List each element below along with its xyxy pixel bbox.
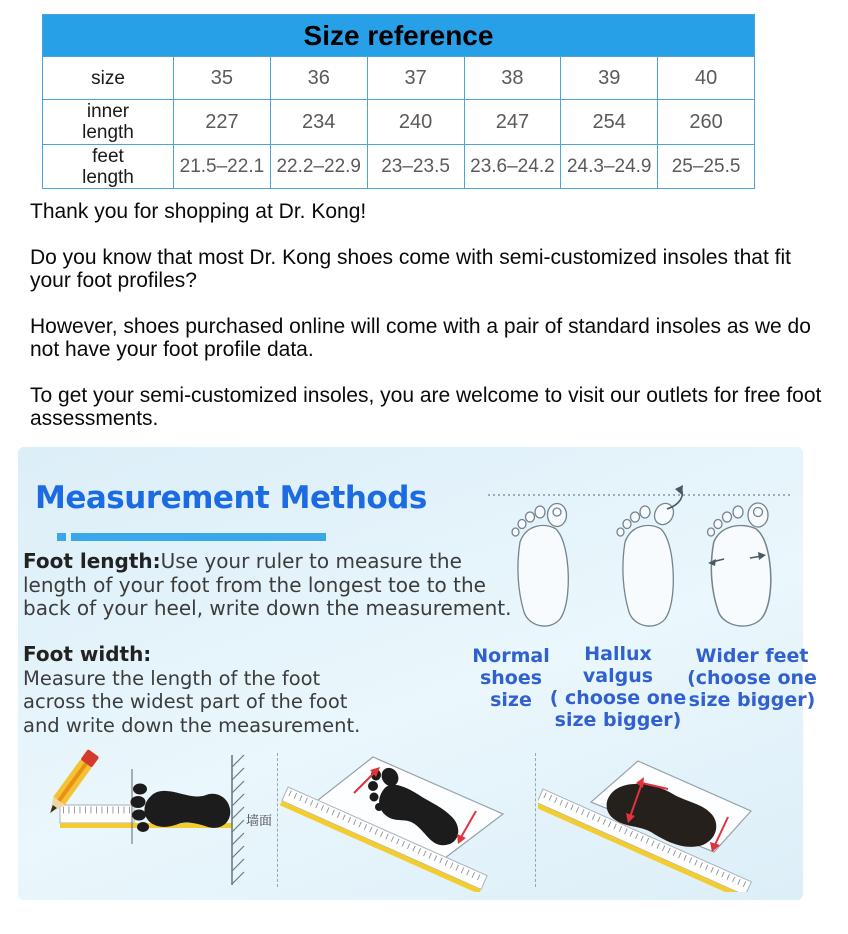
table-cell: 247 xyxy=(464,99,561,144)
label-normal-shoes-size: Normal shoes size xyxy=(472,645,550,711)
panel-title: Measurement Methods xyxy=(35,480,427,516)
paragraph-insoles-info: Do you know that most Dr. Kong shoes come with semi-customized insoles that fit your foot profiles? xyxy=(30,245,791,292)
paragraph-thanks: Thank you for shopping at Dr. Kong! xyxy=(30,200,367,223)
table-cell: 23–23.5 xyxy=(367,144,464,188)
row-label: inner xyxy=(86,101,130,122)
table-row xyxy=(43,99,754,144)
store-message xyxy=(30,200,822,453)
illustration-divider xyxy=(277,753,278,887)
row-label: size xyxy=(91,67,125,89)
label-wider-feet: Wider feet (choose one size bigger) xyxy=(687,645,817,711)
table-cell: 38 xyxy=(464,56,561,99)
row-label-cell: inner length xyxy=(43,99,173,144)
table-row xyxy=(43,56,754,99)
measurement-panel xyxy=(18,447,817,900)
table-cell: 37 xyxy=(367,56,464,99)
label-hallux-valgus: Hallux valgus ( choose one size bigger) xyxy=(549,643,687,731)
wide-foot-icon xyxy=(708,503,771,626)
table-cell: 254 xyxy=(560,99,657,144)
paragraph-online-note: However, shoes purchased online will come with a pair of standard insoles as we do not have your foot profile data. xyxy=(30,314,811,361)
normal-foot-icon xyxy=(512,504,568,627)
paper-length-measure-illustration xyxy=(280,747,533,892)
foot-length-instructions: Foot length:Use your ruler to measure the length of your foot from the longest toe to the back of your heel, write down the measurement. xyxy=(23,549,512,620)
table-cell: 227 xyxy=(173,99,270,144)
table-cell: 21.5–22.1 xyxy=(173,144,270,188)
table-cell: 25–25.5 xyxy=(657,144,754,188)
table-cell: 240 xyxy=(367,99,464,144)
paragraph-outlets-invite: To get your semi-customized insoles, you are welcome to visit our outlets for free foot assessments. xyxy=(30,383,822,430)
table-cell: 40 xyxy=(657,56,754,99)
row-label-cell xyxy=(43,56,173,99)
foot-width-label: Foot width: xyxy=(23,642,152,666)
size-reference-table xyxy=(42,14,755,189)
wall-measure-illustration xyxy=(20,747,276,892)
table-cell: 23.6–24.2 xyxy=(464,144,561,188)
row-label: feet xyxy=(92,145,124,167)
hallux-valgus-foot-icon xyxy=(617,485,683,626)
wall-label: 墙面 xyxy=(246,814,273,829)
table-cell: 39 xyxy=(560,56,657,99)
table-title: Size reference xyxy=(43,15,754,56)
table-row xyxy=(43,144,754,188)
table-cell: 24.3–24.9 xyxy=(560,144,657,188)
paper-width-measure-illustration xyxy=(538,747,796,892)
foot-width-instructions: Foot width: Measure the length of the foot across the widest part of the foot and write down the measurement. xyxy=(23,643,367,737)
foot-length-label: Foot length: xyxy=(23,549,161,573)
table-cell: 22.2–22.9 xyxy=(270,144,367,188)
table-cell: 35 xyxy=(173,56,270,99)
feet-comparison-diagram xyxy=(480,475,798,647)
title-underline xyxy=(57,533,326,541)
table-cell: 36 xyxy=(270,56,367,99)
row-label-cell: feet length xyxy=(43,144,173,188)
table-cell: 260 xyxy=(657,99,754,144)
wall-hatch-icon xyxy=(232,755,244,885)
table-cell: 234 xyxy=(270,99,367,144)
illustration-divider xyxy=(535,753,536,887)
